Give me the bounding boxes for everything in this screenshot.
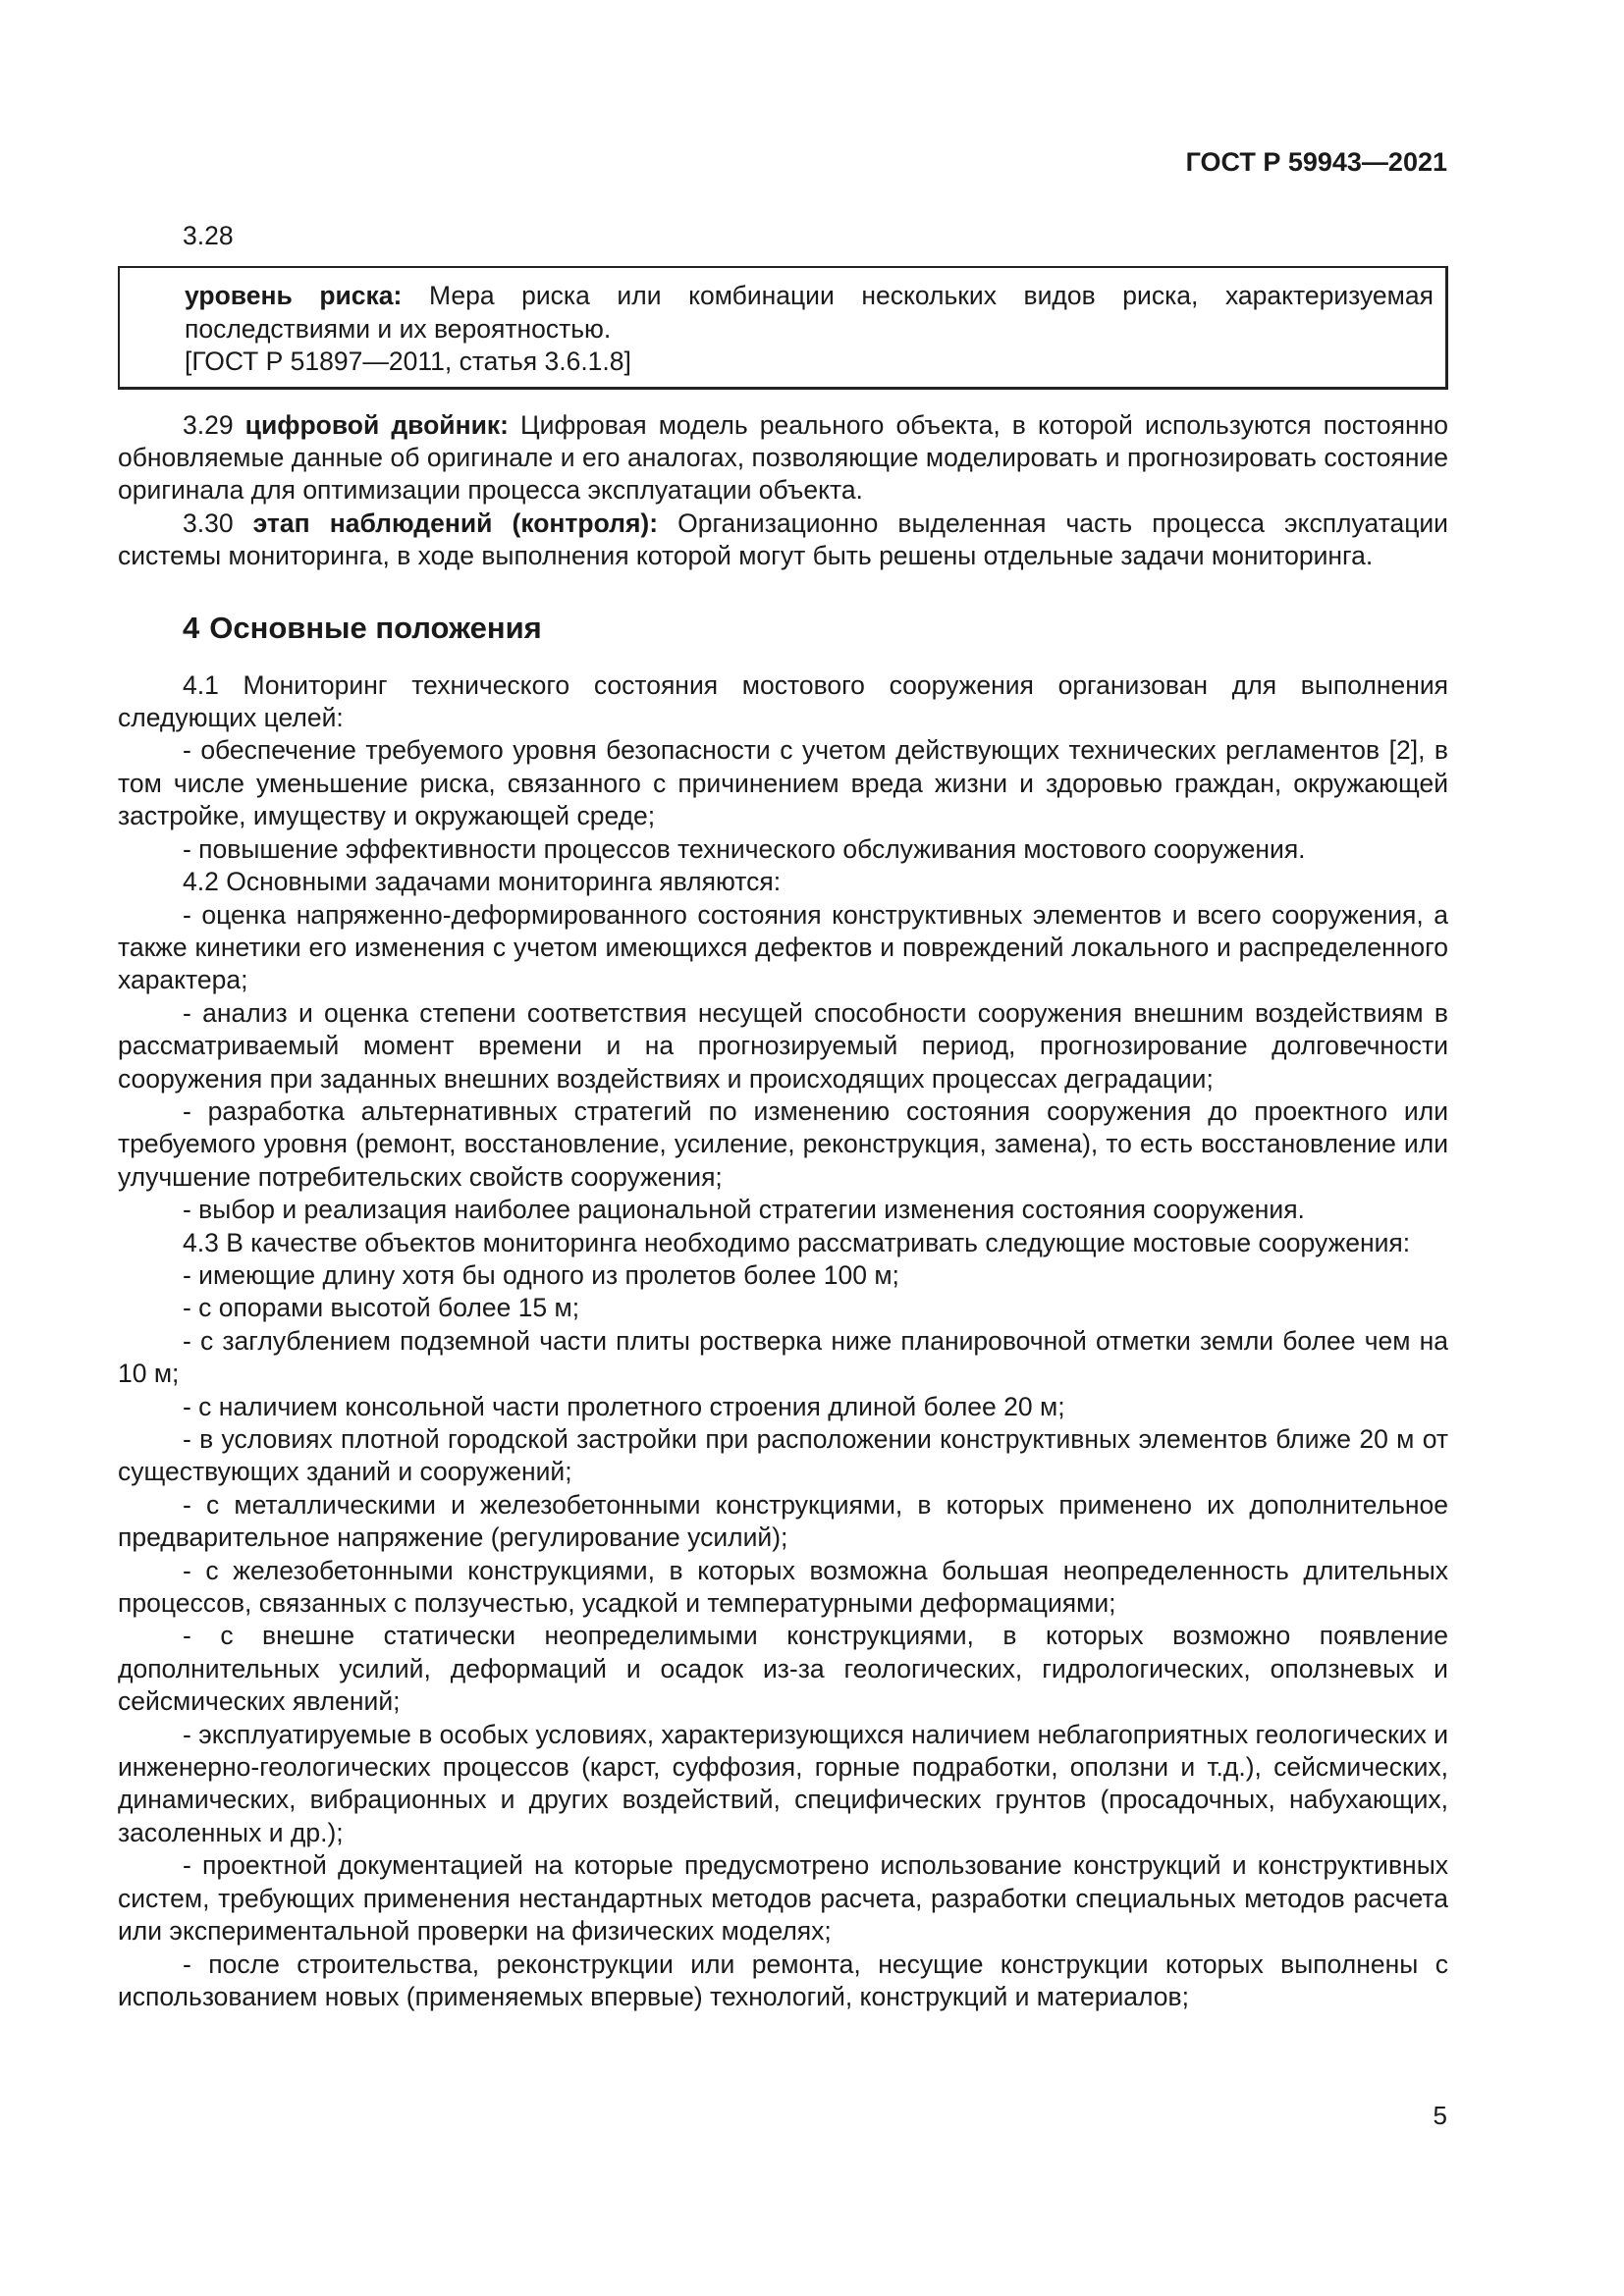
term-definition-text: Мера риска или комбинации нескольких видов риска, характеризуемая последствиями и их вероятностью. bbox=[185, 281, 1434, 344]
paragraph: - после строительства, реконструкции или ремонта, несущие конструкции которых выполнены с использованием новых (применяемых впервые) технологий, конструкций и материалов; bbox=[118, 1949, 1448, 2011]
paragraph: 4.2 Основными задачами мониторинга являются: bbox=[183, 867, 782, 897]
paragraph: - обеспечение требуемого уровня безопасности с учетом действующих технических регламентов [2], в том числе уменьшение риска, связанного с причинением вреда жизни и здоровью граждан, окружающей застройке, имуществу и окружающей среде; bbox=[118, 735, 1448, 831]
paragraph: - с внешне статически неопределимыми конструкциями, в которых возможно появление дополнительных усилий, деформаций и осадок из-за геологических, гидрологических, оползневых и сейсмических явлений; bbox=[118, 1621, 1448, 1717]
section-number: 4 bbox=[183, 610, 200, 645]
paragraph: - оценка напряженно-деформированного состояния конструктивных элементов и всего сооружения, а также кинетики его изменения с учетом имеющихся дефектов и повреждений локального и распределенного характера; bbox=[118, 899, 1448, 995]
paragraph: - с заглублением подземной части плиты ростверка ниже планировочной отметки земли более чем на 10 м; bbox=[118, 1325, 1448, 1389]
paragraph: - имеющие длину хотя бы одного из пролетов более 100 м; bbox=[183, 1259, 899, 1290]
term-name: цифровой двойник: bbox=[244, 409, 509, 440]
paragraph: - разработка альтернативных стратегий по изменению состояния сооружения до проектного или требуемого уровня (ремонт, восстановление, усиление, реконструкция, замена), то есть восстановление или улучшение потребительских свойств сооружения; bbox=[118, 1095, 1448, 1192]
term-name: этап наблюдений (контроля): bbox=[252, 507, 659, 538]
paragraph: - выбор и реализация наиболее рациональной стратегии изменения состояния сооружения. bbox=[183, 1195, 1305, 1225]
term-definition-text: Цифровая модель реального объекта, в которой используются постоянно обновляемые данные об оригинале и его аналогах, позволяющие моделировать и прогнозировать состояние оригинала для оптимизации процесса эксплуатации объекта. bbox=[118, 409, 1448, 506]
document-header: ГОСТ Р 59943—2021 bbox=[1185, 147, 1447, 177]
paragraph: 4.3 В качестве объектов мониторинга необходимо рассматривать следующие мостовые сооружения: bbox=[183, 1227, 1411, 1257]
section-title: Основные положения bbox=[209, 610, 542, 645]
paragraph: - анализ и оценка степени соответствия несущей способности сооружения внешним воздействиям в рассматриваемый момент времени и на прогнозируемый период, прогнозирование долговечности сооружения при заданных внешних воздействиях и происходящих процессах деградации; bbox=[118, 997, 1448, 1094]
term-definition-text: Организационно выделенная часть процесса эксплуатации системы мониторинга, в ходе выполнения которой могут быть решены отдельные задачи мониторинга. bbox=[118, 507, 1448, 571]
term-source: [ГОСТ Р 51897—2011, статья 3.6.1.8] bbox=[185, 347, 631, 377]
term-number: 3.29 bbox=[183, 409, 245, 440]
paragraph: - с наличием консольной части пролетного строения длиной более 20 м; bbox=[183, 1391, 1065, 1421]
term-definition-3-28 bbox=[185, 280, 1434, 346]
term-number-3-28: 3.28 bbox=[183, 221, 234, 250]
paragraph: 4.1 Мониторинг технического состояния мостового сооружения организован для выполнения следующих целей: bbox=[118, 669, 1448, 733]
paragraph: - с металлическими и железобетонными конструкциями, в которых применено их дополнительное предварительное напряжение (регулирование усилий); bbox=[118, 1489, 1448, 1553]
paragraph: - с железобетонными конструкциями, в которых возможна большая неопределенность длительных процессов, связанных с ползучестью, усадкой и температурными деформациями; bbox=[118, 1555, 1448, 1619]
term-number: 3.30 bbox=[183, 507, 253, 538]
term-3-29 bbox=[118, 409, 1448, 507]
page-content bbox=[118, 220, 1448, 2013]
page-number: 5 bbox=[1433, 2101, 1447, 2130]
paragraph: - эксплуатируемые в особых условиях, характеризующихся наличием неблагоприятных геологических и инженерно-геологических процессов (карст, суффозия, горные подработки, оползни и т.д.), сейсмических, динамических, вибрационных и других воздействий, специфических грунтов (просадочных, набухающих, засоленных и др.); bbox=[118, 1719, 1448, 1847]
paragraph: - с опорами высотой более 15 м; bbox=[183, 1293, 580, 1323]
section-heading bbox=[183, 611, 1448, 646]
term-name: уровень риска: bbox=[185, 281, 403, 311]
quoted-term-box bbox=[118, 266, 1448, 389]
paragraph: - в условиях плотной городской застройки при расположении конструктивных элементов ближе 20 м от существующих зданий и сооружений; bbox=[118, 1424, 1448, 1487]
paragraph: - повышение эффективности процессов технического обслуживания мостового сооружения. bbox=[183, 833, 1306, 864]
paragraph: - проектной документацией на которые предусмотрено использование конструкций и конструктивных систем, требующих применения нестандартных методов расчета, разработки специальных методов расчета или экспериментальной проверки на физических моделях; bbox=[118, 1850, 1448, 1947]
term-3-30 bbox=[118, 507, 1448, 573]
